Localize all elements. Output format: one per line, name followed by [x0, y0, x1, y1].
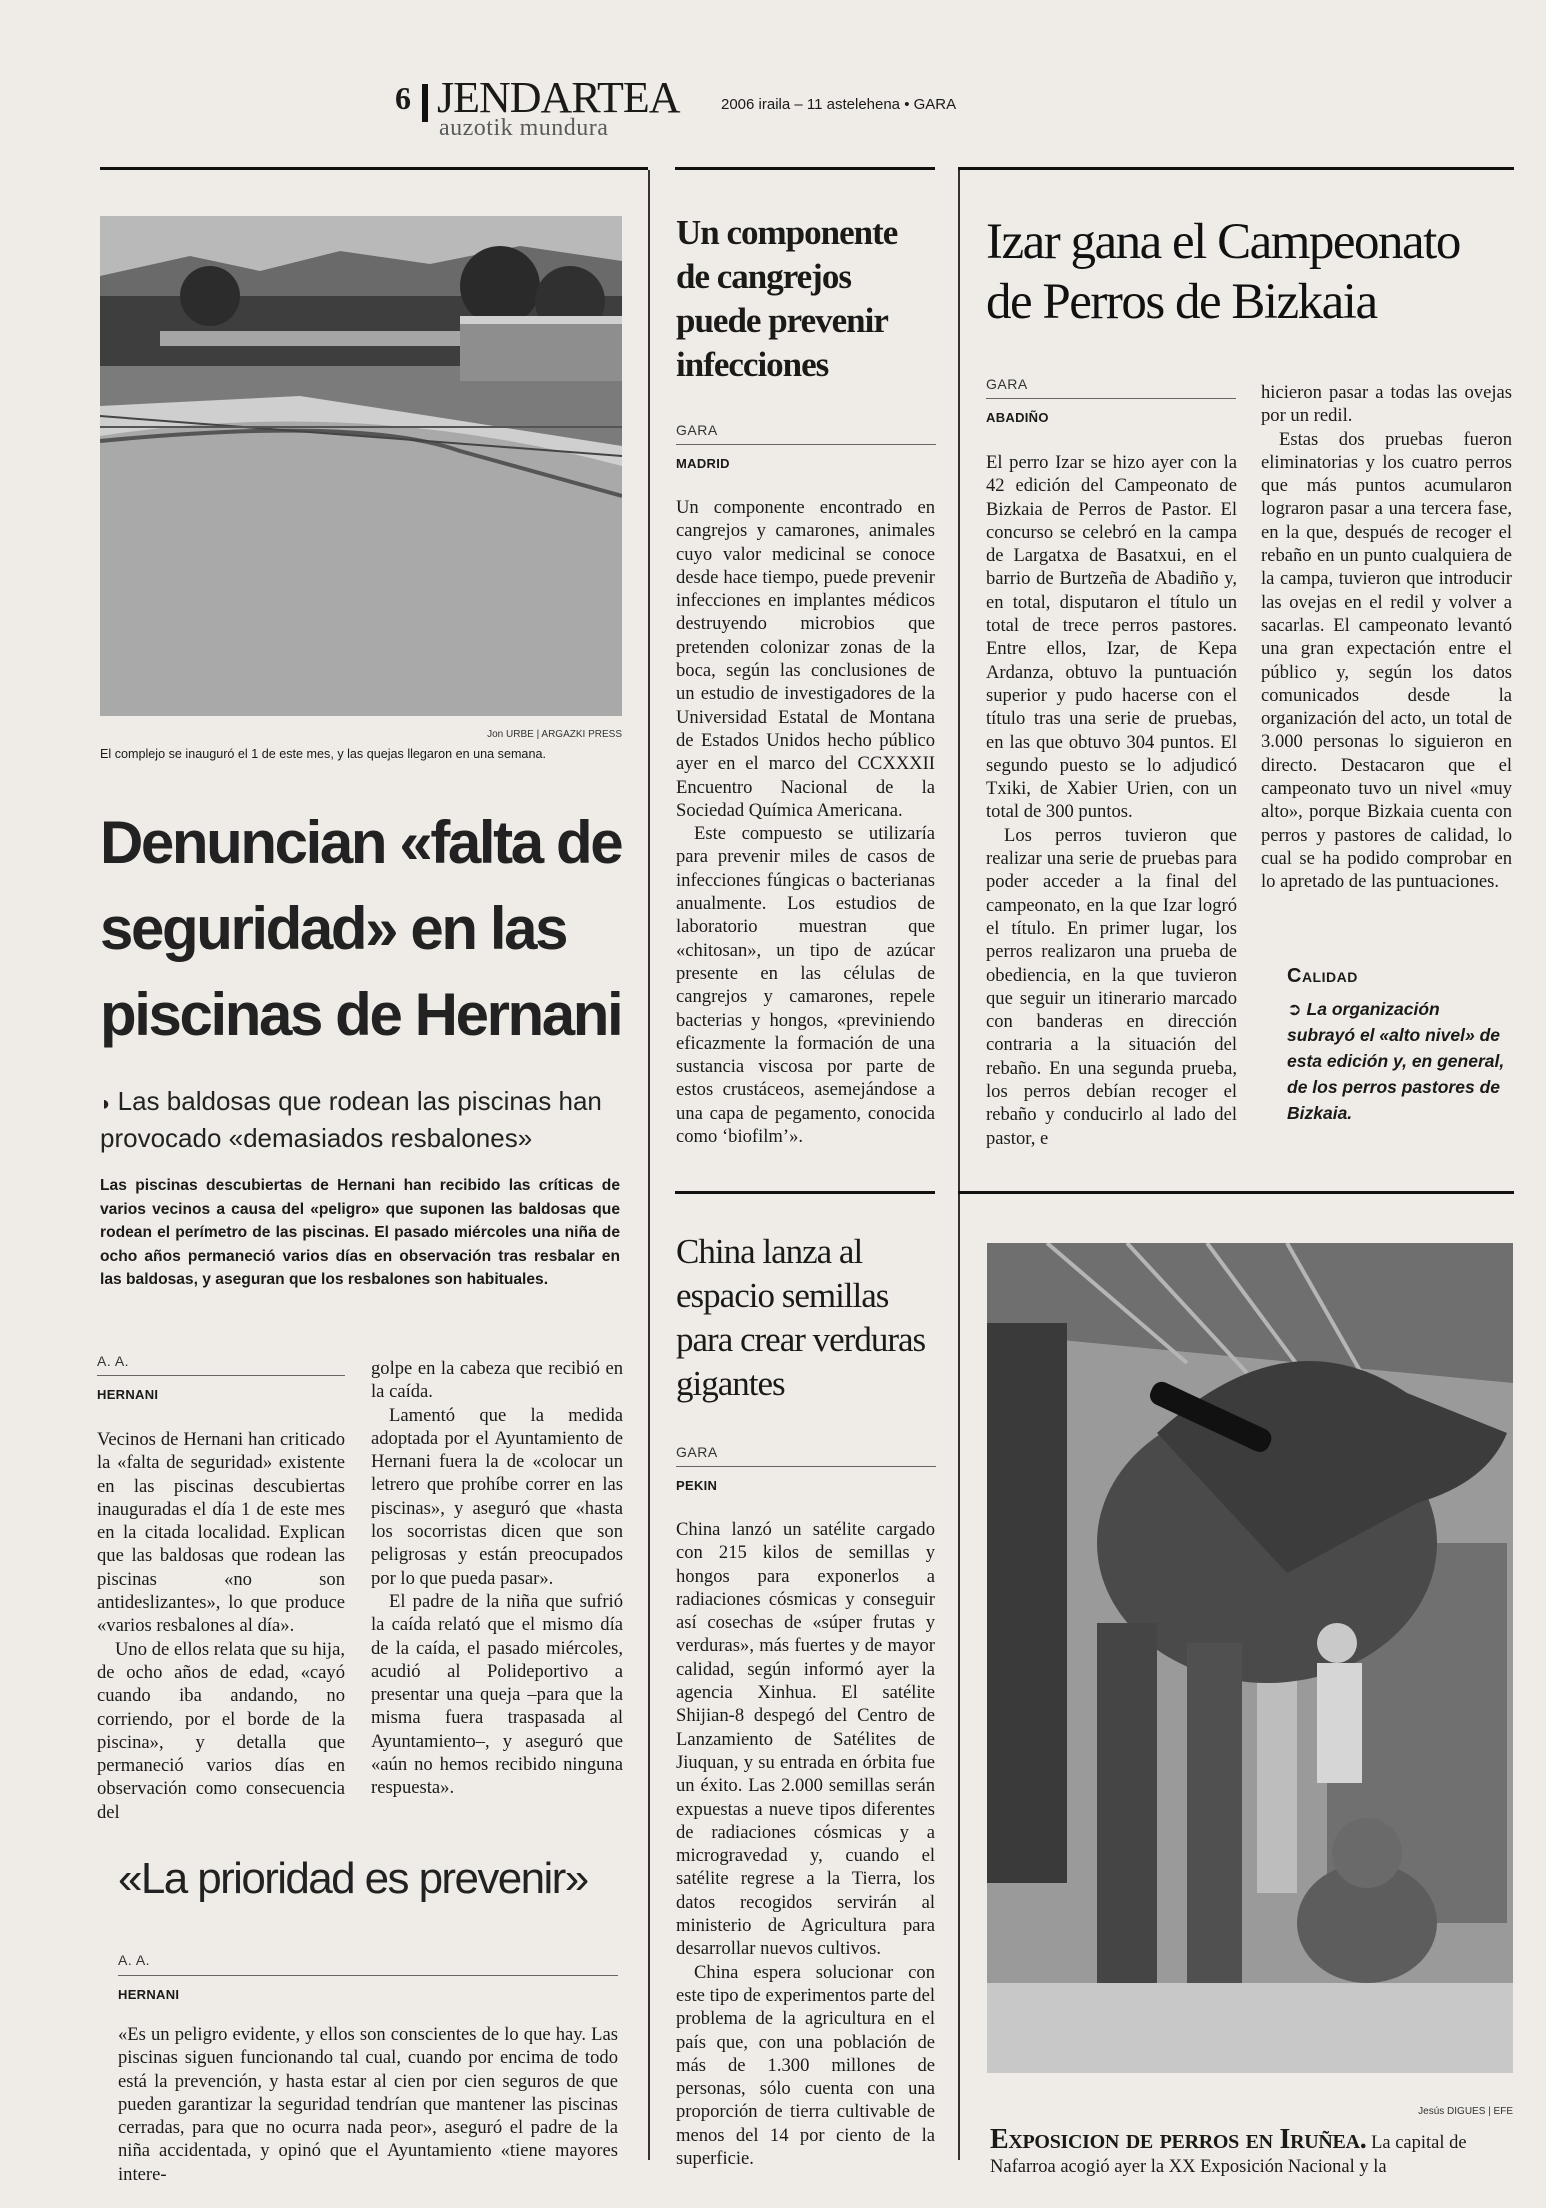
top-rule-right — [958, 167, 1514, 170]
izar-col1-para: Los perros tuvieron que realizar una serie de pruebas para poder acceder a la final del campeonato, en la que Izar logró el título. En primer lugar, los perros realizaron una prueba de obediencia, en la que tuvieron que seguir un itinerario marcado con banderas en dirección contraria a la situación del rebaño. En una segunda prueba, los perros debían recoger el rebaño y conducirlo al lado del pastor, e — [986, 824, 1237, 1149]
izar-column-1 — [986, 451, 1237, 1150]
subhead-bullet-icon: ◗ — [100, 1093, 118, 1115]
exposicion-caption-title: Exposicion de perros en Iruñea. — [990, 2124, 1367, 2155]
box-arrow-icon: ➲ — [1287, 999, 1307, 1019]
izar-column-2 — [1261, 381, 1512, 894]
hernani-column-1 — [97, 1428, 345, 1824]
prioridad-byline-rule — [118, 1975, 618, 1976]
izar-col1-para: El perro Izar se hizo ayer con la 42 edición del Campeonato de Bizkaia de Perros de Pastor. El concurso se celebró en la campa de Largatxa de Basatxui, en el barrio de Burtzeña de Abadiño y, en total, disputaron el título un total de trece perros pastores. Entre ellos, Izar, de Kepa Ardanza, obtuvo la puntuación superior y pudo hacerse con el título tras una serie de pruebas, en las que obtuvo 304 puntos. El segundo puesto se lo adjudicó Txiki, de Xabier Urien, con un total de 300 puntos. — [986, 452, 1237, 823]
hernani-column-2 — [371, 1357, 623, 1800]
page-header — [395, 73, 995, 148]
izar-byline — [986, 376, 1236, 425]
hernani-byline — [97, 1353, 345, 1402]
china-body — [676, 1518, 935, 2208]
izar-place: ABADIÑO — [986, 410, 1049, 425]
china-para: China lanzó un satélite cargado con 215 kilos de semillas y hongos para exponerlos a radiaciones cósmicas y conseguir así cosechas de «súper frutas y verduras», más fuertes y de mayor calidad, según informó ayer la agencia Xinhua. El satélite Shijian-8 despegó del Centro de Lanzamiento de Satélites de Jiuquan, y su entrada en órbita fue un éxito. Las 2.000 semillas serán expuestas a nueve tipos diferentes de radiaciones cósmicas y a microgravedad y, cuando el satélite regrese a la Tierra, los datos recogidos servirán al ministerio de Agricultura para desarrollar nuevos cultivos. — [676, 1519, 935, 1960]
hernani-lead: Las piscinas descubiertas de Hernani han recibido las críticas de varios vecinos a causa del «peligro» que suponen las baldosas que rodean el perímetro de las piscinas. El pasado miércoles una niña de ocho años permaneció varios días en observación tras resbalar en las baldosas, y aseguran que los resbalones son habituales. — [100, 1177, 620, 1288]
top-rule-left — [100, 167, 648, 170]
exposicion-caption-text: La capital de Nafarroa acogió ayer la XX Exposición Nacional y la — [990, 2133, 1467, 2177]
cangrejos-headline: Un componente de cangrejos puede prevenir infecciones — [676, 213, 898, 384]
china-author: GARA — [676, 1444, 718, 1460]
exposicion-caption — [990, 2124, 1525, 2179]
page-number: 6 — [395, 80, 411, 116]
dog-show-photo-image — [987, 1243, 1513, 2073]
pool-photo-image — [100, 216, 622, 716]
cangrejos-para: Un componente encontrado en cangrejos y camarones, animales cuyo valor medicinal se conoce desde hace tiempo, puede prevenir infecciones en implantes médicos destruyendo microbios que pretenden colonizar zonas de la boca, según las conclusiones de un estudio de investigadores de la Universidad Estatal de Montana de Estados Unidos hecho público ayer en el marco del CCXXXII Encuentro Nacional de la Sociedad Química Americana. — [676, 497, 935, 821]
china-byline-rule — [676, 1466, 936, 1467]
prioridad-text: «Es un peligro evidente, y ellos son conscientes de lo que hay. Las piscinas siguen funcionando tal cual, cuando por encima de todo está la prevención, y hasta estar al cien por cien seguros de que pueden garantizar la seguridad tendrían que mantener las piscinas cerradas, para que no ocurra nada peor», aseguró el padre de la niña accidentada, y opinó que el Ayuntamiento «tiene mayores intere- — [118, 2024, 618, 2185]
cangrejos-para: Este compuesto se utilizaría para prevenir miles de casos de infecciones fúngicas o bacterianas anualmente. Los estudios de laboratorio muestran que «chitosan», un tipo de azúcar presente en las células de cangrejos y camarones, repele bacterias y hongos, «previniendo eficazmente la formación de una sustancia viscosa por parte de estos crustáceos, asemejándose a una capa de pegamento, conocida como ‘biofilm’». — [676, 823, 935, 1148]
izar-highlight-box — [1287, 965, 1512, 1126]
hernani-author: A. A. — [97, 1353, 130, 1369]
prioridad-author: A. A. — [118, 1952, 151, 1968]
hernani-subhead-text: Las baldosas que rodean las piscinas han provocado «demasiados resbalones» — [100, 1086, 602, 1153]
prioridad-headline: «La prioridad es prevenir» — [118, 1854, 588, 1903]
prioridad-byline — [118, 1952, 618, 2002]
hernani-subhead — [100, 1084, 620, 1155]
izar-box-text-content: La organización subrayó el «alto nivel» de esta edición y, en general, de los perros pastores de Bizkaia. — [1287, 999, 1505, 1123]
hernani-col2-para: golpe en la cabeza que recibió en la caída. — [371, 1358, 623, 1403]
hernani-col2-para: Lamentó que la medida adoptada por el Ayuntamiento de Hernani fuera la de «colocar un letrero que prohíbe correr en las piscinas», y aseguró que «hasta los socorristas dicen que son peligrosas y están preocupados por lo que pueda pasar». — [371, 1404, 623, 1589]
izar-author: GARA — [986, 376, 1028, 392]
hernani-headline: Denuncian «falta de seguridad» en las piscinas de Hernani — [100, 809, 622, 1048]
cangrejos-byline — [676, 422, 936, 471]
pool-photo-caption: El complejo se inauguró el 1 de este mes, y las quejas llegaron en una semana. — [100, 747, 546, 761]
mid-rule-center — [675, 1191, 935, 1194]
column-divider-right — [958, 170, 960, 2160]
dog-show-photo-credit: Jesús DIGUES | EFE — [1418, 2106, 1513, 2117]
izar-col2-para: hicieron pasar a todas las ovejas por un redil. — [1261, 382, 1512, 427]
cangrejos-byline-rule — [676, 444, 936, 445]
cangrejos-place: MADRID — [676, 456, 730, 471]
hernani-byline-rule — [97, 1375, 345, 1376]
china-para: China espera solucionar con este tipo de experimentos parte del problema de la agricultura en el país que, con una población de más de 1.300 millones de personas, sólo cuenta con una proporción de tierra cultivable de menos del 14 por ciento de la superficie. — [676, 1961, 935, 2170]
china-headline: China lanza al espacio semillas para crear verduras gigantes — [676, 1232, 926, 1403]
cangrejos-author: GARA — [676, 422, 718, 438]
pool-photo — [100, 216, 622, 716]
hernani-col2-para: El padre de la niña que sufrió la caída relató que el mismo día de la caída, el pasado miércoles, acudió al Polideportivo a presentar una queja –para que la misma fuera traspasada al Ayuntamiento–, y aseguró que «aún no hemos recibido ninguna respuesta». — [371, 1590, 623, 1799]
dateline: 2006 iraila – 11 astelehena • GARA — [721, 96, 957, 113]
hernani-col1-para: Vecinos de Hernani han criticado la «falta de seguridad» existente en las piscinas descubiertas inauguradas el día 1 de este mes en la citada localidad. Explican que las baldosas que rodean las piscinas «no son antideslizantes», lo que produce «varios resbalones al día». — [97, 1429, 345, 1637]
izar-box-title: Calidad — [1287, 965, 1358, 987]
mid-rule-right — [958, 1191, 1514, 1194]
top-rule-mid — [675, 167, 935, 170]
section-title: JENDARTEA — [437, 73, 680, 122]
china-byline — [676, 1444, 936, 1493]
section-subtitle: auzotik mundura — [439, 115, 609, 141]
pool-photo-credit: Jon URBE | ARGAZKI PRESS — [487, 729, 622, 740]
dog-show-photo — [987, 1243, 1513, 2073]
izar-col2-para: Estas dos pruebas fueron eliminatorias y los cuatro perros que más puntos acumularon lograron pasar a una tercera fase, en la que, después de recoger el rebaño en un punto cualquiera de la campa, tuvieron que introducir las ovejas en el redil y volver a sacarlas. El campeonato levantó una gran expectación entre el público y, según los datos comunicados desde la organización del acto, un total de 3.000 personas lo siguieron en directo. Destacaron que el campeonato tuvo un nivel «muy alto», porque Bizkaia cuenta con perros y pastores de calidad, lo cual se ha podido comprobar en lo apretado de las puntuaciones. — [1261, 428, 1512, 893]
china-place: PEKIN — [676, 1478, 718, 1493]
header-bar — [422, 84, 428, 122]
cangrejos-body — [676, 496, 935, 1148]
izar-headline: Izar gana el Campeonato de Perros de Bizkaia — [986, 214, 1460, 330]
prioridad-place: HERNANI — [118, 1987, 180, 2002]
column-divider-left — [648, 170, 650, 2160]
izar-box-text — [1287, 996, 1512, 1126]
izar-byline-rule — [986, 398, 1236, 399]
hernani-place: HERNANI — [97, 1387, 159, 1402]
hernani-col1-para: Uno de ellos relata que su hija, de ocho años de edad, «cayó cuando iba andando, no corriendo, por el borde de la piscina», y detalla que permaneció varios días en observación como consecuencia del — [97, 1638, 345, 1823]
